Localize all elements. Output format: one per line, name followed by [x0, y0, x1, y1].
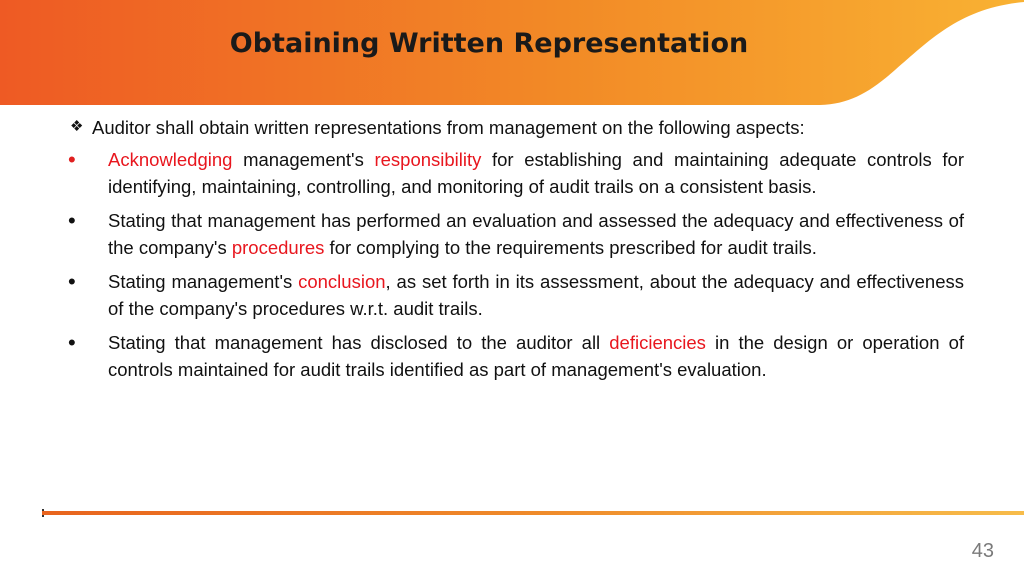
bullet-dot-icon: •: [68, 330, 76, 355]
bullet-dot-icon: •: [68, 147, 76, 172]
bullet-text-part: Acknowledging: [108, 149, 233, 170]
bullet-text-part: Stating that management has disclosed to the auditor all: [108, 332, 610, 353]
bullet-list: [64, 147, 964, 391]
bullet-text-part: deficiencies: [609, 332, 706, 353]
bullet-text-part: management's: [232, 149, 375, 170]
slide-title: Obtaining Written Representation: [229, 28, 749, 59]
list-item: [64, 208, 964, 261]
bullet-text-part: procedures: [231, 236, 325, 258]
bullet-text-part: for establishing and maintaining adequate controls for identifying, maintaining, controlling, and monitoring of audit trails on a consistent basis.: [108, 149, 965, 197]
bullet-text-part: responsibility: [374, 149, 482, 170]
list-item: [64, 269, 964, 322]
bullet-text-part: , as set forth in its assessment, about the adequacy and effectiveness of the company's procedures w.r.t. audit trails.: [108, 271, 964, 319]
bullet-text-part: conclusion: [298, 271, 386, 292]
bullet-text-part: in the design or operation of controls maintained for audit trails identified as part of management's evaluation.: [108, 332, 964, 380]
list-item: [64, 330, 964, 383]
bullet-text-part: Stating management's: [108, 271, 299, 292]
list-item: [64, 147, 964, 200]
diamond-quad-icon: ❖: [70, 118, 84, 135]
bullet-text-part: Stating that management has performed an evaluation and assessed the adequacy and effectiveness of the company's: [108, 210, 964, 258]
page-number: 43: [971, 540, 994, 562]
intro-line: [70, 116, 970, 140]
footer-divider: [42, 511, 1024, 515]
bullet-text-part: for complying to the requirements prescribed for audit trails.: [324, 236, 817, 258]
intro-text: Auditor shall obtain written representations from management on the following aspects:: [92, 117, 805, 138]
bullet-dot-icon: •: [68, 269, 76, 294]
bullet-dot-icon: •: [68, 208, 76, 233]
